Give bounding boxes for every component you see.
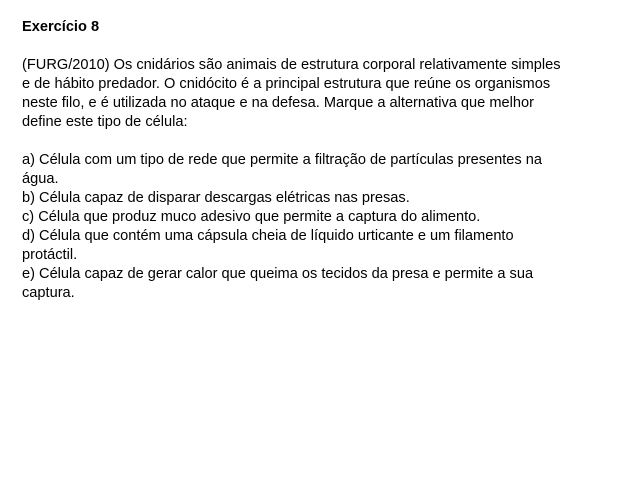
option-b-line: b) Célula capaz de disparar descargas elétricas nas presas. (22, 190, 410, 206)
option-a-line: a) Célula com um tipo de rede que permite a filtração de partículas presentes na (22, 152, 542, 168)
option-c-line: c) Célula que produz muco adesivo que permite a captura do alimento. (22, 209, 481, 225)
option-d-line: protáctil. (22, 247, 78, 263)
question-line: e de hábito predador. O cnidócito é a principal estrutura que reúne os organismos (22, 76, 551, 92)
option-a-line: água. (22, 171, 59, 187)
option-e-line: captura. (22, 285, 75, 301)
question-line: (FURG/2010) Os cnidários são animais de estrutura corporal relativamente simples (22, 57, 561, 73)
exercise-title: Exercício 8 (22, 19, 100, 35)
answer-options (22, 151, 622, 303)
option-e-line: e) Célula capaz de gerar calor que queima os tecidos da presa e permite a sua (22, 266, 534, 282)
slide-content (22, 18, 622, 303)
question-line: define este tipo de célula: (22, 114, 188, 130)
question-line: neste filo, e é utilizada no ataque e na defesa. Marque a alternativa que melhor (22, 95, 534, 111)
spacer (22, 132, 622, 151)
question-text (22, 56, 622, 132)
option-d-line: d) Célula que contém uma cápsula cheia de líquido urticante e um filamento (22, 228, 514, 244)
spacer (22, 37, 622, 56)
